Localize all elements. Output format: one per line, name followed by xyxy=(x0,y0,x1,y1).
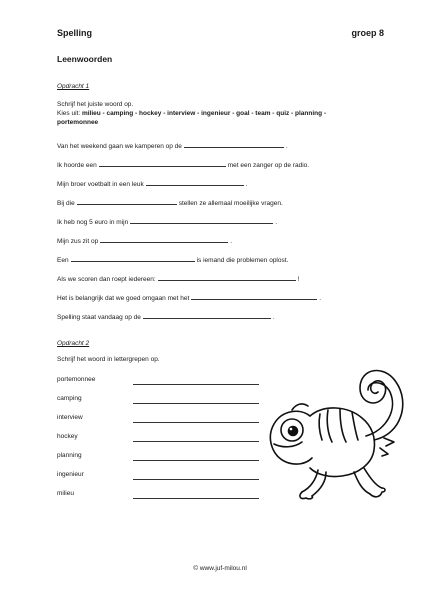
sentence-1 xyxy=(57,140,288,150)
sentence-before: Ik hoorde een xyxy=(57,162,97,169)
sentence-after: . xyxy=(275,219,277,226)
syllable-word: interview xyxy=(57,414,83,421)
word-choices xyxy=(57,110,357,127)
syllable-word: milieu xyxy=(57,490,74,497)
sentence-before: Spelling staat vandaag op de xyxy=(57,314,141,321)
sentence-before: Mijn zus zit op xyxy=(57,238,99,245)
answer-blank[interactable] xyxy=(184,140,284,148)
syllable-answer-line[interactable] xyxy=(133,440,259,442)
sentence-before: Als we scoren dan roept iedereen: xyxy=(57,276,156,283)
group-header: groep 8 xyxy=(351,28,384,38)
syllable-word: ingenieur xyxy=(57,471,84,478)
syllable-word: camping xyxy=(57,395,82,402)
answer-blank[interactable] xyxy=(191,292,317,300)
sentence-5 xyxy=(57,216,277,226)
sentence-after: . xyxy=(230,238,232,245)
syllable-word: hockey xyxy=(57,433,78,440)
choose-label: Kies uit: xyxy=(57,110,82,117)
sentence-after: stellen ze allemaal moeilijke vragen. xyxy=(178,200,283,207)
answer-blank[interactable] xyxy=(143,311,271,319)
footer-copyright: © www.juf-milou.nl xyxy=(193,565,247,572)
sentence-after: ! xyxy=(297,276,300,283)
sentence-before: Van het weekend gaan we kamperen op de xyxy=(57,143,182,150)
sentence-after: . xyxy=(272,314,275,321)
sentence-before: Bij die xyxy=(57,200,75,207)
sentence-10 xyxy=(57,311,275,321)
sentence-9 xyxy=(57,292,321,302)
sentence-4 xyxy=(57,197,283,207)
syllable-answer-line[interactable] xyxy=(133,421,259,423)
chameleon-illustration xyxy=(262,352,412,512)
worksheet-title: Leenwoorden xyxy=(57,54,113,64)
answer-blank[interactable] xyxy=(99,159,226,167)
sentence-after: . xyxy=(245,181,248,188)
sentence-before: Een xyxy=(57,257,69,264)
syllable-answer-line[interactable] xyxy=(133,478,259,480)
sentence-2 xyxy=(57,159,309,169)
syllable-word: planning xyxy=(57,452,82,459)
sentence-6 xyxy=(57,235,232,245)
sentence-after: met een zanger op de radio. xyxy=(227,162,310,169)
sentence-after: . xyxy=(319,295,322,302)
sentence-before: Het is belangrijk dat we goed omgaan met het xyxy=(57,295,190,302)
answer-blank[interactable] xyxy=(100,235,228,243)
sentence-after: is iemand die problemen oplost. xyxy=(196,257,289,264)
syllable-answer-line[interactable] xyxy=(133,459,259,461)
word-list: milieu - camping - hockey - interview - ingenieur - goal - team - quiz - planning - portemonnee xyxy=(57,110,327,126)
syllable-answer-line[interactable] xyxy=(133,383,259,385)
sentence-before: Mijn broer voetbalt in een leuk xyxy=(57,181,144,188)
sentence-before: Ik heb nog 5 euro in mijn xyxy=(57,219,129,226)
opdracht2-heading: Opdracht 2 xyxy=(57,340,90,347)
answer-blank[interactable] xyxy=(71,254,195,262)
subject-header: Spelling xyxy=(57,28,93,38)
syllable-answer-line[interactable] xyxy=(133,402,259,404)
syllable-answer-line[interactable] xyxy=(133,497,259,499)
sentence-8 xyxy=(57,273,299,283)
sentence-after: . xyxy=(285,143,288,150)
answer-blank[interactable] xyxy=(158,273,296,281)
syllable-word: portemonnee xyxy=(57,376,96,383)
answer-blank[interactable] xyxy=(77,197,177,205)
answer-blank[interactable] xyxy=(146,178,244,186)
sentence-3 xyxy=(57,178,248,188)
answer-blank[interactable] xyxy=(130,216,273,224)
sentence-7 xyxy=(57,254,288,264)
opdracht2-instruction: Schrijf het woord in lettergrepen op. xyxy=(57,356,160,363)
opdracht1-instruction: Schrijf het juiste woord op. xyxy=(57,101,134,108)
opdracht1-heading: Opdracht 1 xyxy=(57,83,90,90)
